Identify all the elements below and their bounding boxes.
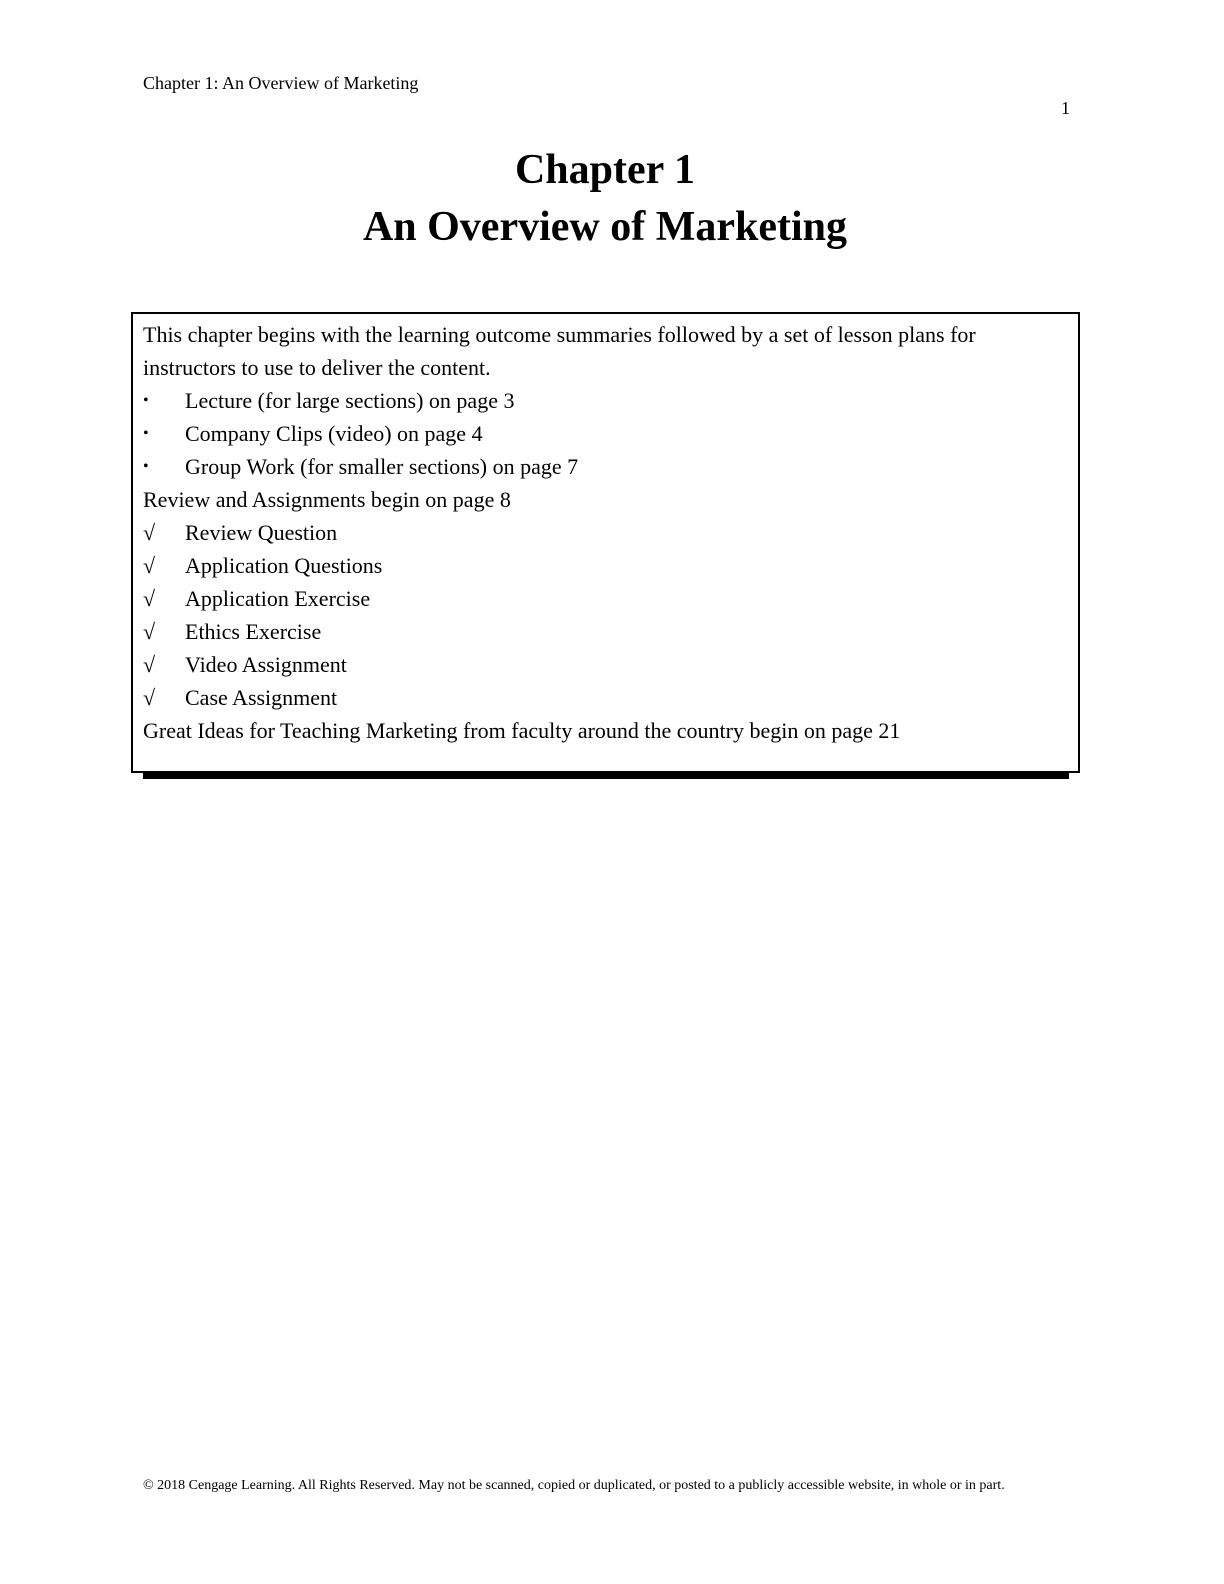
running-head: Chapter 1: An Overview of Marketing <box>143 73 419 93</box>
checkmark-icon: √ <box>143 685 156 710</box>
assignment-label: Application Questions <box>185 553 383 578</box>
checkmark-icon: √ <box>143 619 156 644</box>
assignment-item <box>143 648 976 681</box>
review-heading: Review and Assignments begin on page 8 <box>143 487 511 512</box>
lesson-plan-label: Company Clips (video) on page 4 <box>185 421 483 446</box>
assignment-item <box>143 516 976 549</box>
assignment-label: Ethics Exercise <box>185 619 322 644</box>
intro-line-2: instructors to use to deliver the content. <box>143 355 491 380</box>
summary-box-content <box>143 318 976 747</box>
bullet-icon: • <box>143 392 149 409</box>
assignment-item <box>143 582 976 615</box>
assignment-label: Video Assignment <box>185 652 347 677</box>
bullet-icon: • <box>143 425 149 442</box>
assignment-item <box>143 681 976 714</box>
assignment-item <box>143 615 976 648</box>
checkmark-icon: √ <box>143 520 156 545</box>
intro-line-1: This chapter begins with the learning outcome summaries followed by a set of lesson plans for <box>143 322 976 347</box>
copyright-footer: © 2018 Cengage Learning. All Rights Reserved. May not be scanned, copied or duplicated, or posted to a publicly accessible website, in whole or in part. <box>143 1478 1005 1493</box>
summary-box-shadow <box>143 773 1069 779</box>
checkmark-icon: √ <box>143 652 156 677</box>
lesson-plan-item <box>143 417 976 450</box>
closing-line: Great Ideas for Teaching Marketing from faculty around the country begin on page 21 <box>143 718 901 743</box>
assignment-label: Application Exercise <box>185 586 371 611</box>
chapter-number-title: Chapter 1 <box>514 147 696 193</box>
assignment-label: Case Assignment <box>185 685 338 710</box>
lesson-plan-label: Group Work (for smaller sections) on page 7 <box>185 454 579 479</box>
bullet-icon: • <box>143 458 149 475</box>
checkmark-icon: √ <box>143 586 156 611</box>
lesson-plan-item <box>143 384 976 417</box>
lesson-plan-item <box>143 450 976 483</box>
assignment-label: Review Question <box>185 520 338 545</box>
page-number: 1 <box>1061 98 1070 118</box>
assignment-item <box>143 549 976 582</box>
checkmark-icon: √ <box>143 553 156 578</box>
lesson-plan-label: Lecture (for large sections) on page 3 <box>185 388 515 413</box>
chapter-title: An Overview of Marketing <box>362 204 848 250</box>
